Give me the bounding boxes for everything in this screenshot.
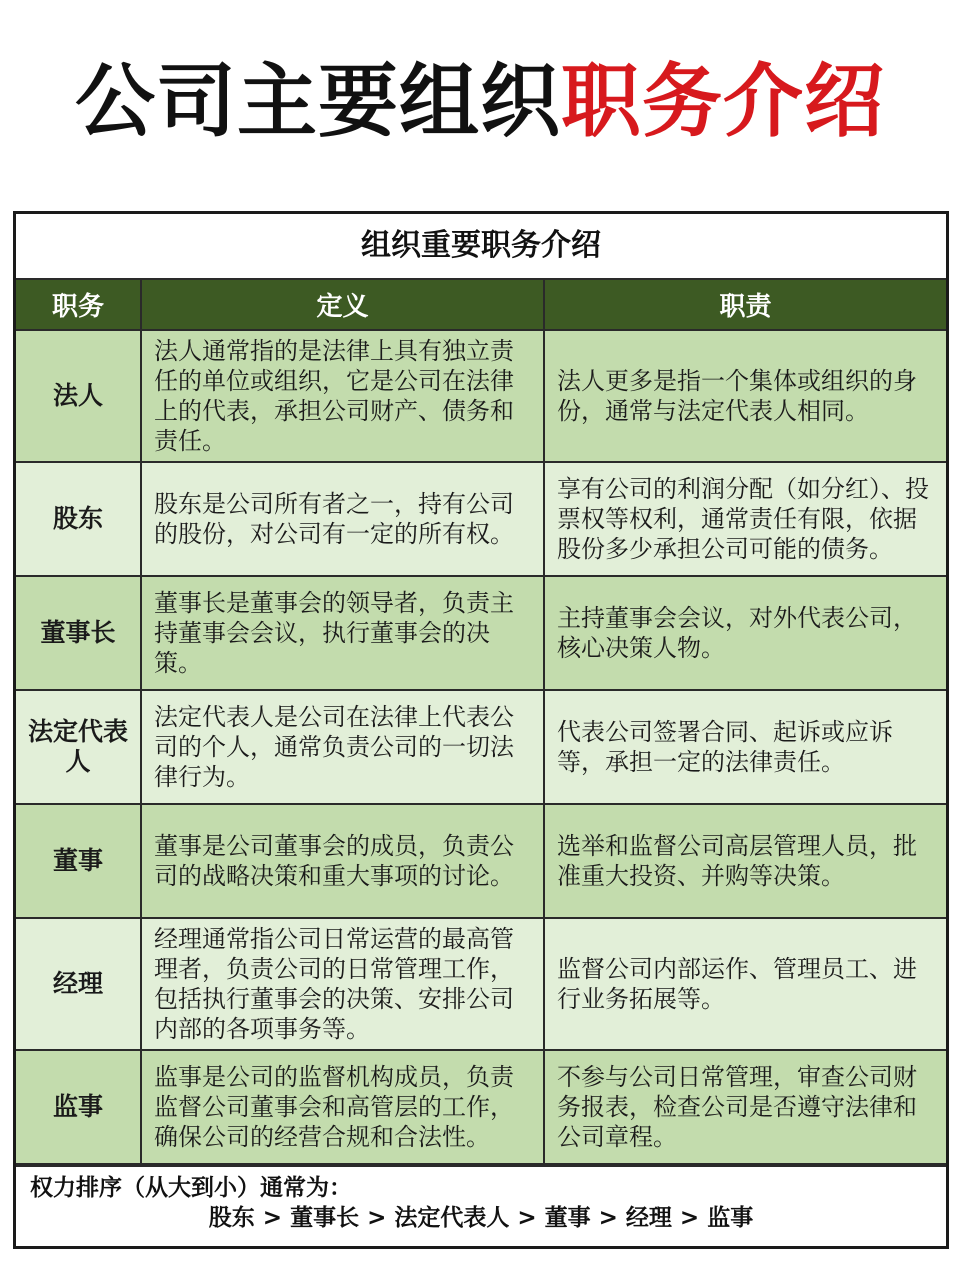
duty-cell: 监督公司内部运作、管理员工、进行业务拓展等。 — [544, 918, 946, 1050]
duty-cell: 代表公司签署合同、起诉或应诉等，承担一定的法律责任。 — [544, 690, 946, 804]
duty-cell: 不参与公司日常管理，审查公司财务报表，检查公司是否遵守法律和公司章程。 — [544, 1050, 946, 1164]
page-title — [0, 52, 960, 152]
header-role: 职务 — [16, 280, 141, 330]
role-cell: 董事长 — [16, 576, 141, 690]
definition-cell: 董事是公司董事会的成员，负责公司的战略决策和重大事项的讨论。 — [141, 804, 544, 918]
duty-cell: 选举和监督公司高层管理人员，批准重大投资、并购等决策。 — [544, 804, 946, 918]
table-row — [16, 576, 946, 690]
table-row — [16, 462, 946, 576]
duty-cell: 享有公司的利润分配（如分红）、投票权等权利，通常责任有限，依据股份多少承担公司可能的债务。 — [544, 462, 946, 576]
role-cell: 监事 — [16, 1050, 141, 1164]
table-header-row — [16, 280, 946, 330]
page-title-part1: 公司主要组织 — [75, 55, 561, 148]
power-ranking-footer — [16, 1165, 946, 1239]
duty-cell: 主持董事会会议，对外代表公司，核心决策人物。 — [544, 576, 946, 690]
header-definition: 定义 — [141, 280, 544, 330]
role-cell: 法人 — [16, 330, 141, 462]
page-title-part2: 职务介绍 — [561, 55, 885, 148]
table-row — [16, 690, 946, 804]
role-cell: 董事 — [16, 804, 141, 918]
definition-cell: 法人通常指的是法律上具有独立责任的单位或组织，它是公司在法律上的代表，承担公司财产、债务和责任。 — [141, 330, 544, 462]
roles-table-container — [13, 211, 949, 1249]
roles-table — [16, 280, 946, 1165]
duty-cell: 法人更多是指一个集体或组织的身份，通常与法定代表人相同。 — [544, 330, 946, 462]
definition-cell: 监事是公司的监督机构成员，负责监督公司董事会和高管层的工作，确保公司的经营合规和合法性。 — [141, 1050, 544, 1164]
definition-cell: 经理通常指公司日常运营的最高管理者，负责公司的日常管理工作，包括执行董事会的决策、安排公司内部的各项事务等。 — [141, 918, 544, 1050]
role-cell: 法定代表人 — [16, 690, 141, 804]
role-cell: 股东 — [16, 462, 141, 576]
header-duty: 职责 — [544, 280, 946, 330]
table-row — [16, 1050, 946, 1164]
definition-cell: 董事长是董事会的领导者，负责主持董事会会议，执行董事会的决策。 — [141, 576, 544, 690]
power-ranking-label: 权力排序（从大到小）通常为： — [30, 1175, 352, 1201]
table-caption: 组织重要职务介绍 — [16, 214, 946, 280]
definition-cell: 股东是公司所有者之一，持有公司的股份，对公司有一定的所有权。 — [141, 462, 544, 576]
table-row — [16, 918, 946, 1050]
table-row — [16, 330, 946, 462]
definition-cell: 法定代表人是公司在法律上代表公司的个人，通常负责公司的一切法律行为。 — [141, 690, 544, 804]
role-cell: 经理 — [16, 918, 141, 1050]
power-ranking-order: 股东 > 董事长 > 法定代表人 > 董事 > 经理 > 监事 — [208, 1205, 754, 1231]
table-row — [16, 804, 946, 918]
